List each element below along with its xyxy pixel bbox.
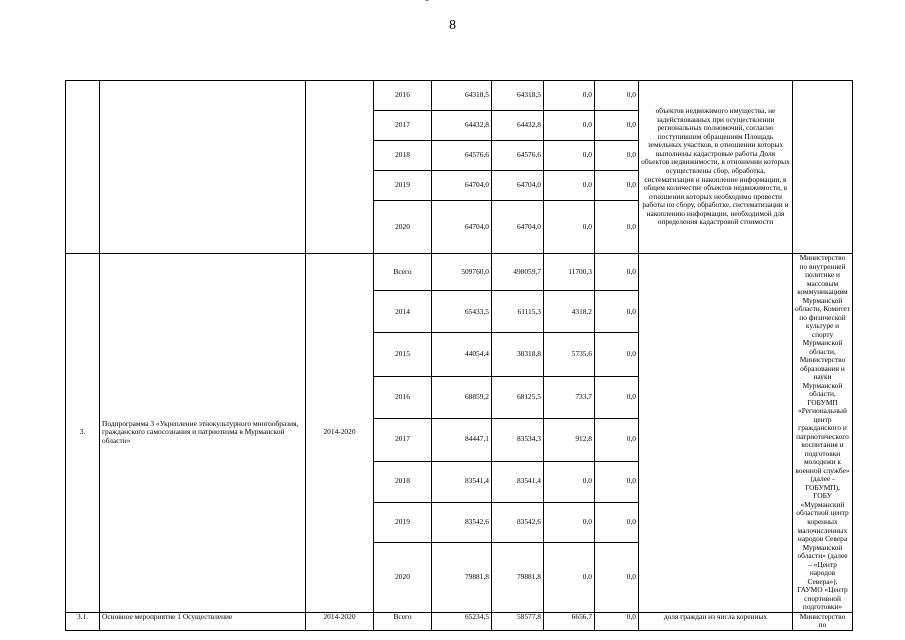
total-cell: 64576,6 [432, 141, 492, 171]
total-cell: 509760,0 [432, 254, 492, 291]
activity-name-cell: Основное мероприятие 1 Осуществление [100, 612, 306, 630]
row-period-cell [306, 81, 374, 254]
total-cell: 64704,0 [432, 171, 492, 201]
federal-budget-cell: 0,0 [544, 81, 595, 111]
table-row [66, 254, 853, 291]
indicator-cell: доля граждан из числа коренных [639, 612, 793, 630]
total-cell: 64318,5 [432, 81, 492, 111]
regional-budget-cell: 498059,7 [492, 254, 544, 291]
row-number-cell: 3. [66, 254, 100, 613]
federal-budget-cell: 5735,6 [544, 333, 595, 376]
year-cell: 2020 [374, 201, 432, 254]
federal-budget-cell: 4318,2 [544, 291, 595, 333]
year-cell: 2019 [374, 171, 432, 201]
year-cell: Всего [374, 254, 432, 291]
other-sources-cell: 0,0 [595, 254, 639, 291]
other-sources-cell: 0,0 [595, 543, 639, 612]
year-cell: 2018 [374, 141, 432, 171]
regional-budget-cell: 61115,3 [492, 291, 544, 333]
row-number-cell: 3.1. [66, 612, 100, 630]
year-cell: 2017 [374, 111, 432, 141]
executor-cell: Министерство по [793, 612, 853, 630]
other-sources-cell: 0,0 [595, 81, 639, 111]
regional-budget-cell: 64576,6 [492, 141, 544, 171]
total-cell: 64432,8 [432, 111, 492, 141]
other-sources-cell: 0,0 [595, 418, 639, 461]
row-number-cell [66, 81, 100, 254]
indicator-cell: объектов недвижимого имущества, не задействованных при осуществлении региональных полномочий, согласно поступившим обращениям Площадь земельных участков, в отношении которых выполнены кадастровые работы Доля объектов недвижимости, в отношении которых осуществлены сбор, обработка, систематизация и накопление информации, в общем количестве объектов недвижимости, в отношении которых необходимо провести работы по сбору, обработке, систематизации и накоплению информации, необходимой для определения кадастровой стоимости [639, 81, 793, 254]
regional-budget-cell: 64432,8 [492, 111, 544, 141]
page-number: 8 [449, 18, 456, 33]
year-cell: 2015 [374, 333, 432, 376]
total-cell: 79881,8 [432, 543, 492, 612]
federal-budget-cell: 0,0 [544, 111, 595, 141]
other-sources-cell: 0,0 [595, 201, 639, 254]
federal-budget-cell: 6656,7 [544, 612, 595, 630]
year-cell: Всего [374, 612, 432, 630]
regional-budget-cell: 79881,8 [492, 543, 544, 612]
total-cell: 44054,4 [432, 333, 492, 376]
subprogram-name-cell: Подпрограмма 3 «Укрепление этнокультурного многообразия, гражданского самосознания и патриотизма в Мурманской области» [100, 254, 306, 613]
regional-budget-cell: 64704,0 [492, 171, 544, 201]
other-sources-cell: 0,0 [595, 612, 639, 630]
federal-budget-cell: 0,0 [544, 502, 595, 543]
regional-budget-cell: 83542,6 [492, 502, 544, 543]
budget-table [65, 80, 853, 631]
federal-budget-cell: 0,0 [544, 461, 595, 502]
scan-mark [425, 0, 429, 5]
year-cell: 2017 [374, 418, 432, 461]
total-cell: 68859,2 [432, 376, 492, 418]
regional-budget-cell: 38318,8 [492, 333, 544, 376]
total-cell: 65234,5 [432, 612, 492, 630]
table-row [66, 81, 853, 111]
federal-budget-cell: 912,8 [544, 418, 595, 461]
other-sources-cell: 0,0 [595, 461, 639, 502]
indicator-cell [639, 254, 793, 613]
total-cell: 65433,5 [432, 291, 492, 333]
executor-cell: Министерство по внутренней политике и массовым коммуникациям Мурманской области, Комитет по физической культуре и спорту Мурманской области, Министерство образования и науки Мурманской области, ГОБУМП «Региональный центр гражданского и патриотического воспитания и подготовки молодежи к военной службе» (далее - ГОБУМП), ГОБУ «Мурманский областной центр коренных малочисленных народов Севера Мурманской области» (далее – «Центр народов Севера»), ГАУМО «Центр спортивной подготовки» [793, 254, 853, 613]
federal-budget-cell: 0,0 [544, 171, 595, 201]
total-cell: 83541,4 [432, 461, 492, 502]
total-cell: 84447,1 [432, 418, 492, 461]
table-row [66, 612, 853, 630]
total-cell: 83542,6 [432, 502, 492, 543]
period-cell: 2014-2020 [306, 254, 374, 613]
year-cell: 2019 [374, 502, 432, 543]
other-sources-cell: 0,0 [595, 171, 639, 201]
federal-budget-cell: 0,0 [544, 201, 595, 254]
year-cell: 2018 [374, 461, 432, 502]
regional-budget-cell: 83541,4 [492, 461, 544, 502]
row-name-cell [100, 81, 306, 254]
period-cell: 2014-2020 [306, 612, 374, 630]
year-cell: 2016 [374, 376, 432, 418]
year-cell: 2014 [374, 291, 432, 333]
year-cell: 2020 [374, 543, 432, 612]
regional-budget-cell: 64704,0 [492, 201, 544, 254]
total-cell: 64704,0 [432, 201, 492, 254]
regional-budget-cell: 64318,5 [492, 81, 544, 111]
regional-budget-cell: 83534,3 [492, 418, 544, 461]
federal-budget-cell: 733,7 [544, 376, 595, 418]
other-sources-cell: 0,0 [595, 141, 639, 171]
regional-budget-cell: 68125,5 [492, 376, 544, 418]
federal-budget-cell: 0,0 [544, 141, 595, 171]
regional-budget-cell: 58577,8 [492, 612, 544, 630]
executor-cell [793, 81, 853, 254]
federal-budget-cell: 0,0 [544, 543, 595, 612]
year-cell: 2016 [374, 81, 432, 111]
other-sources-cell: 0,0 [595, 291, 639, 333]
federal-budget-cell: 11700,3 [544, 254, 595, 291]
other-sources-cell: 0,0 [595, 502, 639, 543]
other-sources-cell: 0,0 [595, 111, 639, 141]
other-sources-cell: 0,0 [595, 376, 639, 418]
other-sources-cell: 0,0 [595, 333, 639, 376]
